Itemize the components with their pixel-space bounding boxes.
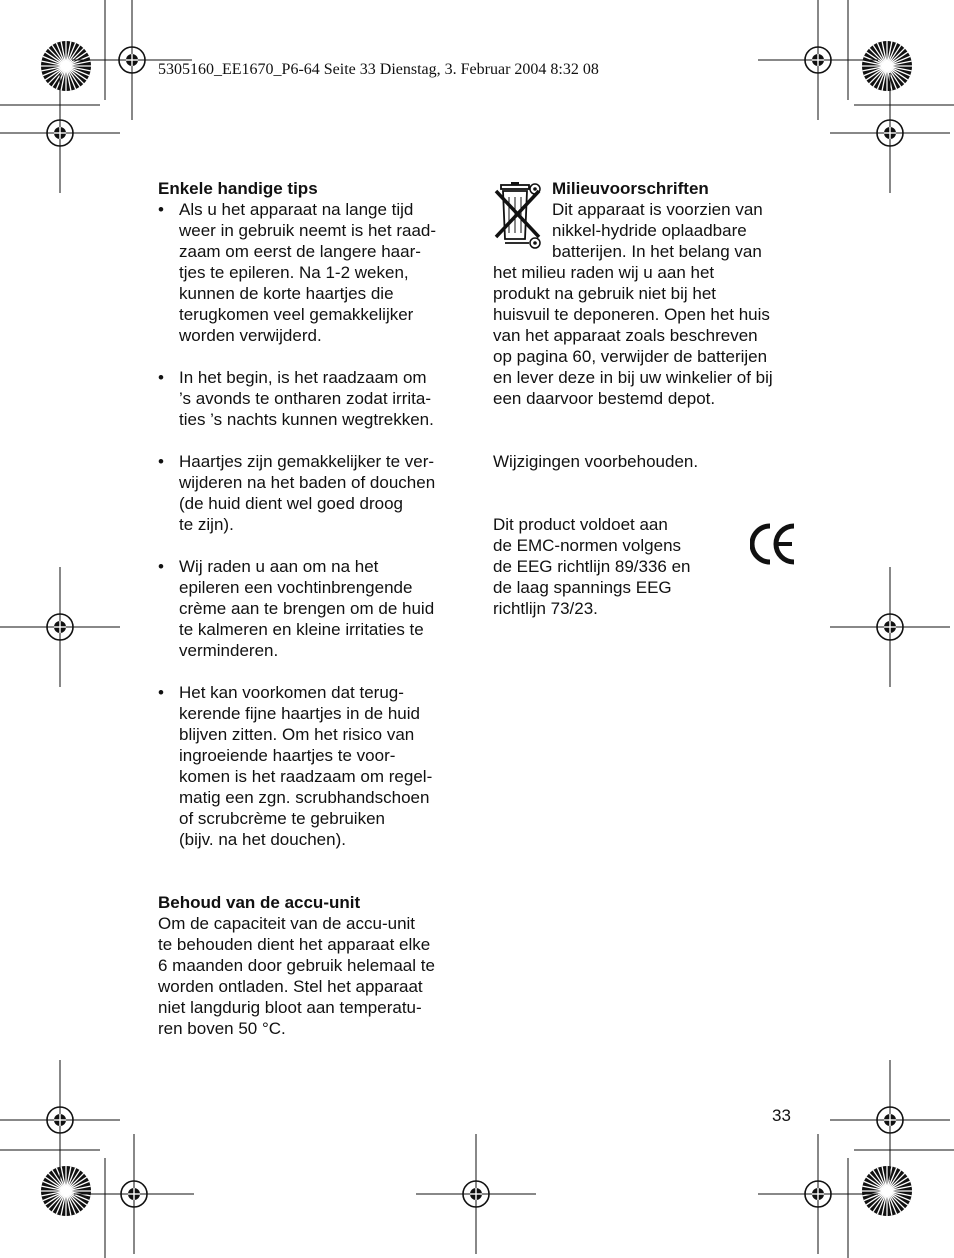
- bullet-marker: •: [158, 368, 164, 387]
- right-column: [493, 178, 793, 619]
- text-line: matig een zgn. scrubhandschoen: [179, 788, 430, 807]
- changes-note: Wijzigingen voorbehouden.: [493, 452, 699, 471]
- text-line: Als u het apparaat na lange tijd: [179, 200, 414, 219]
- text-line: komen is het raadzaam om regel-: [179, 767, 433, 786]
- text-line: te kalmeren en kleine irritaties te: [179, 620, 424, 639]
- text-line: blijven zitten. Om het risico van: [179, 725, 415, 744]
- text-line: op pagina 60, verwijder de batterijen: [493, 347, 768, 366]
- text-line: In het begin, is het raadzaam om: [179, 368, 427, 387]
- left-column: [158, 178, 463, 1039]
- text-line: Het kan voorkomen dat terug-: [179, 683, 404, 702]
- env-text-indented: [493, 199, 793, 262]
- text-line: crème aan te brengen om de huid: [179, 599, 435, 618]
- text-line: te behouden dient het apparaat elke: [158, 935, 431, 954]
- text-line: (de huid dient wel goed droog: [179, 494, 403, 513]
- bullet-marker: •: [158, 683, 164, 702]
- text-line: of scrubcrème te gebruiken: [179, 809, 385, 828]
- text-line: ingroeiende haartjes te voor-: [179, 746, 396, 765]
- text-line: Dit apparaat is voorzien van: [552, 200, 763, 219]
- text-line: te zijn).: [179, 515, 234, 534]
- text-line: tjes te epileren. Na 1-2 weken,: [179, 263, 409, 282]
- text-line: ren boven 50 °C.: [158, 1019, 286, 1038]
- text-line: wijderen na het baden of douchen: [179, 473, 436, 492]
- text-line: van het apparaat zoals beschreven: [493, 326, 758, 345]
- text-line: en lever deze in bij uw winkelier of bij: [493, 368, 773, 387]
- text-line: ’s avonds te ontharen zodat irrita-: [179, 389, 431, 408]
- tips-list: [158, 199, 463, 850]
- page-number: 33: [772, 1106, 791, 1125]
- tip-item: [158, 556, 463, 661]
- tip-item: [158, 451, 463, 535]
- text-line: het milieu raden wij u aan het: [493, 263, 715, 282]
- env-heading: Milieuvoorschriften: [552, 179, 709, 198]
- text-line: niet langdurig bloot aan temperatu-: [158, 998, 422, 1017]
- tip-item: [158, 367, 463, 430]
- text-line: huisvuil te deponeren. Open het huis: [493, 305, 770, 324]
- text-line: Om de capaciteit van de accu-unit: [158, 914, 416, 933]
- text-line: verminderen.: [179, 641, 279, 660]
- text-line: Wij raden u aan om na het: [179, 557, 379, 576]
- text-line: weer in gebruik neemt is het raad-: [179, 221, 437, 240]
- text-line: een daarvoor bestemd depot.: [493, 389, 716, 408]
- text-line: de laag spannings EEG: [493, 578, 672, 597]
- tip-item: [158, 199, 463, 346]
- text-line: produkt na gebruik niet bij het: [493, 284, 717, 303]
- tip-item: [158, 682, 463, 850]
- tips-heading: Enkele handige tips: [158, 179, 318, 198]
- text-line: worden verwijderd.: [179, 326, 322, 345]
- bullet-marker: •: [158, 557, 164, 576]
- text-line: Dit product voldoet aan: [493, 515, 668, 534]
- text-line: richtlijn 73/23.: [493, 599, 598, 618]
- text-line: de EEG richtlijn 89/336 en: [493, 557, 691, 576]
- text-line: kerende fijne haartjes in de huid: [179, 704, 420, 723]
- bullet-marker: •: [158, 200, 164, 219]
- emc-text: [493, 514, 793, 619]
- accu-text: [158, 913, 463, 1039]
- text-line: epileren een vochtinbrengende: [179, 578, 413, 597]
- print-header: 5305160_EE1670_P6-64 Seite 33 Dienstag, 3. Februar 2004 8:32 08: [158, 61, 599, 78]
- text-line: 6 maanden door gebruik helemaal te: [158, 956, 435, 975]
- accu-heading: Behoud van de accu-unit: [158, 893, 361, 912]
- env-text: [493, 262, 793, 409]
- bullet-marker: •: [158, 452, 164, 471]
- text-line: worden ontladen. Stel het apparaat: [158, 977, 423, 996]
- text-line: de EMC-normen volgens: [493, 536, 682, 555]
- text-line: Haartjes zijn gemakkelijker te ver-: [179, 452, 435, 471]
- ce-mark-icon: [750, 520, 796, 568]
- text-line: terugkomen veel gemakkelijker: [179, 305, 414, 324]
- text-line: zaam om eerst de langere haar-: [179, 242, 421, 261]
- text-line: kunnen de korte haartjes die: [179, 284, 394, 303]
- text-line: (bijv. na het douchen).: [179, 830, 346, 849]
- text-line: batterijen. In het belang van: [552, 242, 762, 261]
- text-line: ties ’s nachts kunnen wegtrekken.: [179, 410, 434, 429]
- text-line: nikkel-hydride oplaadbare: [552, 221, 747, 240]
